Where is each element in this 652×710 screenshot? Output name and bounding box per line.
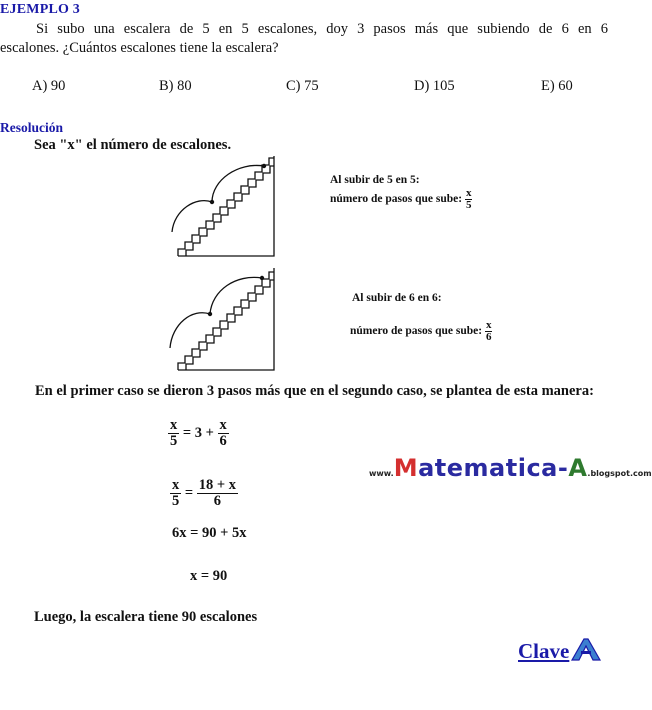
letter-a-icon (570, 636, 602, 662)
conclusion: Luego, la escalera tiene 90 escalones (34, 609, 258, 625)
variable-definition: Sea "x" el número de escalones. (34, 137, 232, 153)
case-2-note (352, 290, 492, 343)
eq2-right-numerator: 18 + x (198, 477, 237, 493)
staircase-figure-6-steps (166, 264, 278, 374)
option-c: C) 75 (286, 78, 319, 94)
case-2-line-2 (350, 320, 492, 343)
answer-badge (518, 636, 602, 664)
case-1-fraction (465, 188, 473, 211)
eq2-right-fraction (197, 478, 238, 509)
equation-3: 6x = 90 + 5x (172, 525, 247, 541)
eq2-right-denominator: 6 (213, 493, 222, 509)
problem-statement (0, 20, 608, 58)
eq2-left-numerator: x (172, 477, 180, 493)
eq2-left-fraction (170, 478, 181, 509)
option-d: D) 105 (414, 78, 455, 94)
watermark-prefix: www. (369, 469, 394, 478)
case-1-denominator: 5 (465, 199, 472, 211)
eq1-left-denominator: 5 (170, 433, 178, 449)
case-2-fraction (485, 320, 493, 343)
case-2-denominator: 6 (485, 331, 492, 343)
case-1-line-1: Al subir de 5 en 5: (330, 174, 420, 186)
case-1-note (330, 172, 472, 211)
case-2-text: número de pasos que sube: (350, 325, 483, 338)
equation-1 (168, 418, 229, 449)
eq2-left-denominator: 5 (172, 493, 180, 509)
eq1-left-numerator: x (170, 417, 178, 433)
eq2-operator: = (184, 484, 194, 501)
problem-line-2: escalones. ¿Cuántos escalones tiene la escalera? (0, 40, 279, 56)
watermark-m: M (393, 454, 419, 482)
option-b: B) 80 (159, 78, 192, 94)
problem-line-1: Si subo una escalera de 5 en 5 escalones, doy 3 pasos más que subiendo de 6 en 6 (36, 21, 608, 37)
answer-badge-label: Clave (518, 639, 570, 663)
eq1-right-numerator: x (219, 417, 227, 433)
watermark-a: A (568, 454, 588, 482)
resolution-heading: Resolución (0, 120, 64, 135)
option-a: A) 90 (32, 78, 66, 94)
equation-2 (170, 478, 238, 509)
watermark-logo (369, 454, 652, 482)
case-1-numerator: x (465, 187, 472, 199)
case-2-numerator: x (485, 319, 492, 331)
case-1-line-2 (330, 188, 472, 211)
case-1-text: número de pasos que sube: (330, 193, 463, 206)
equation-statement: En el primer caso se dieron 3 pasos más que en el segundo caso, se plantea de esta manera: (35, 383, 594, 399)
watermark-suffix: .blogspot.com (587, 469, 652, 478)
case-2-line-1: Al subir de 6 en 6: (352, 292, 442, 304)
example-title: EJEMPLO 3 (0, 2, 80, 17)
eq1-left-fraction (168, 418, 179, 449)
eq1-operator: = 3 + (182, 424, 214, 441)
eq1-right-denominator: 6 (219, 433, 227, 449)
eq1-right-fraction (218, 418, 229, 449)
option-e: E) 60 (541, 78, 573, 94)
watermark-text: atematica- (418, 454, 569, 482)
equation-4: x = 90 (190, 568, 228, 584)
staircase-figure-5-steps (166, 152, 276, 260)
